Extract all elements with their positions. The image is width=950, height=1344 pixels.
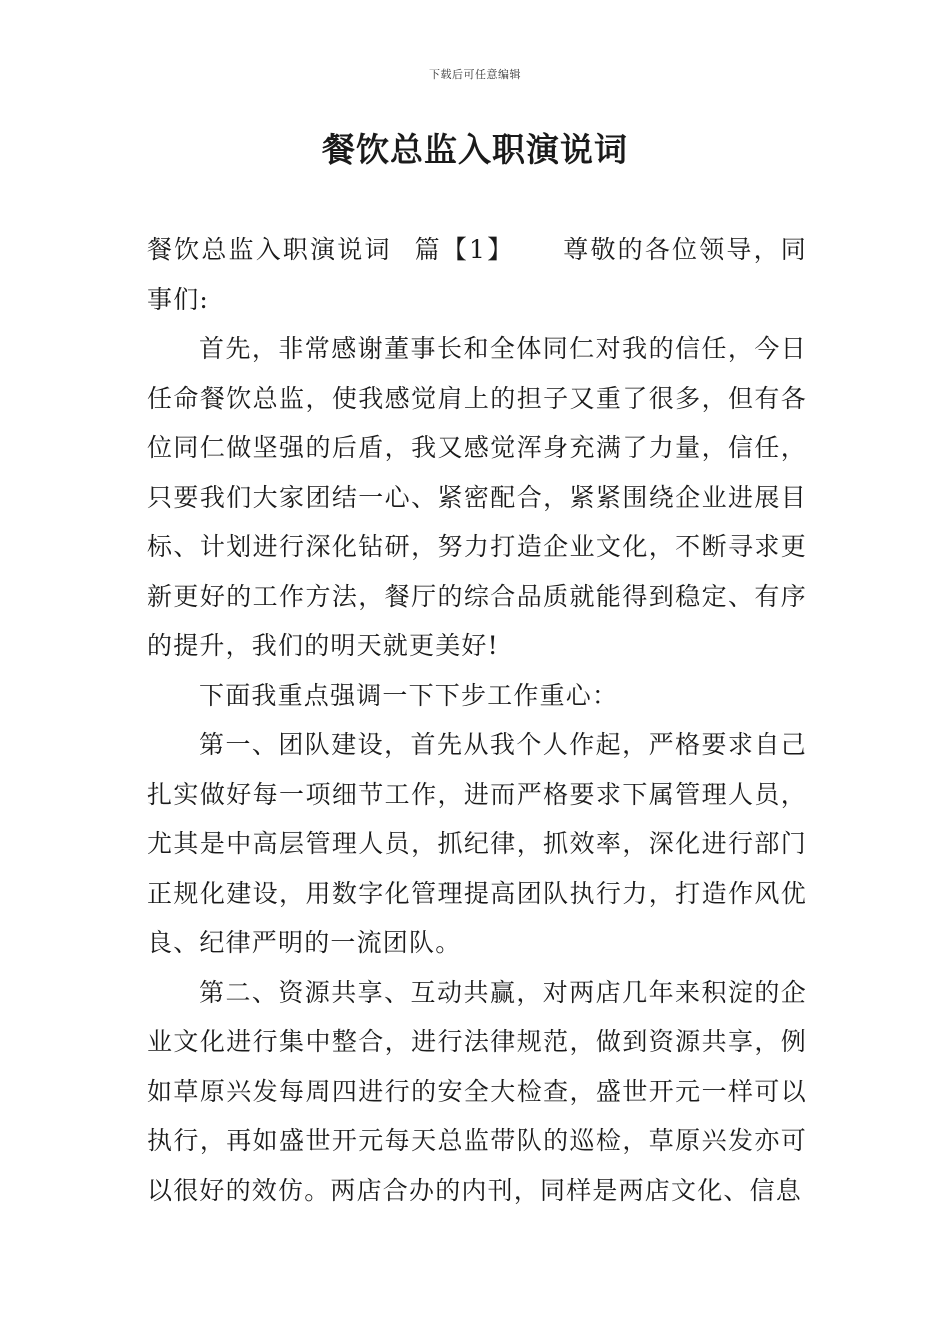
paragraph-resources: 第二、资源共享、互动共赢，对两店几年来积淀的企业文化进行集中整合，进行法律规范，做到资源共享，例如草原兴发每周四进行的安全大检查，盛世开元一样可以执行，再如盛世开元每天总监带队的巡检，草原兴发亦可以很好的效仿。两店合办的内刊，同样是两店文化、信息 — [147, 977, 807, 1205]
paragraph-thanks: 首先，非常感谢董事长和全体同仁对我的信任，今日任命餐饮总监，使我感觉肩上的担子又重了很多，但有各位同仁做坚强的后盾，我又感觉浑身充满了力量，信任，只要我们大家团结一心、紧密配合，紧紧围绕企业进展目标、计划进行深化钻研，努力打造企业文化，不断寻求更新更好的工作方法，餐厅的综合品质就能得到稳定、有序的提升，我们的明天就更美好! — [147, 334, 807, 660]
document-title: 餐饮总监入职演说词 — [322, 130, 628, 169]
intro-greeting: 尊敬的各位领导，同事们: — [147, 235, 807, 314]
header-note: 下载后可任意编辑 — [429, 68, 521, 81]
document-body — [147, 225, 807, 1215]
intro-section: 篇【1】 — [413, 235, 515, 264]
paragraph-team: 第一、团队建设，首先从我个人作起，严格要求自己扎实做好每一项细节工作，进而严格要求下属管理人员，尤其是中高层管理人员，抓纪律，抓效率，深化进行部门正规化建设，用数字化管理提高团队执行力，打造作风优良、纪律严明的一流团队。 — [147, 730, 807, 957]
paragraph-focus: 下面我重点强调一下下步工作重心： — [199, 680, 619, 710]
intro-doc-title: 餐饮总监入职演说词 — [147, 235, 392, 264]
intro-paragraph — [147, 225, 807, 324]
